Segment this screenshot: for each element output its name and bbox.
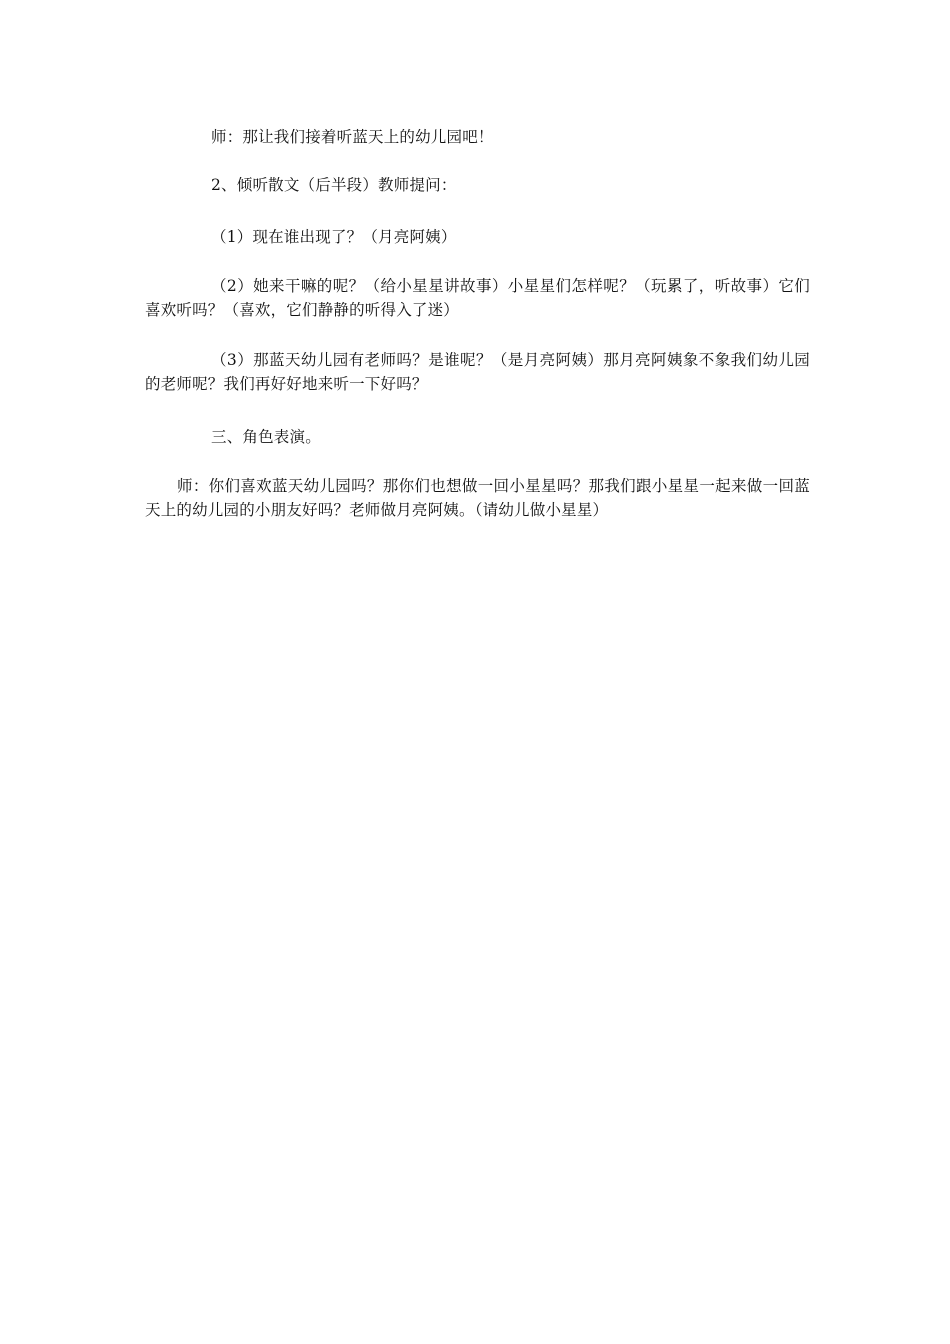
paragraph-section-3-heading: 三、角色表演。 — [211, 428, 321, 446]
paragraph-question-2: （2）她来干嘛的呢？（给小星星讲故事）小星星们怎样呢？（玩累了，听故事）它们喜欢听吗？（喜欢，它们静静的听得入了迷） — [145, 277, 810, 319]
paragraph-question-3: （3）那蓝天幼儿园有老师吗？是谁呢？（是月亮阿姨）那月亮阿姨象不象我们幼儿园的老师呢？我们再好好地来听一下好吗？ — [145, 351, 810, 393]
paragraph-role-play: 师：你们喜欢蓝天幼儿园吗？那你们也想做一回小星星吗？那我们跟小星星一起来做一回蓝天上的幼儿园的小朋友好吗？老师做月亮阿姨。（请幼儿做小星星） — [145, 477, 810, 519]
paragraph-step-2-heading: 2、倾听散文（后半段）教师提问： — [211, 176, 457, 194]
paragraph-teacher-intro: 师：那让我们接着听蓝天上的幼儿园吧！ — [211, 128, 494, 146]
paragraph-question-1: （1）现在谁出现了？（月亮阿姨） — [211, 228, 457, 246]
